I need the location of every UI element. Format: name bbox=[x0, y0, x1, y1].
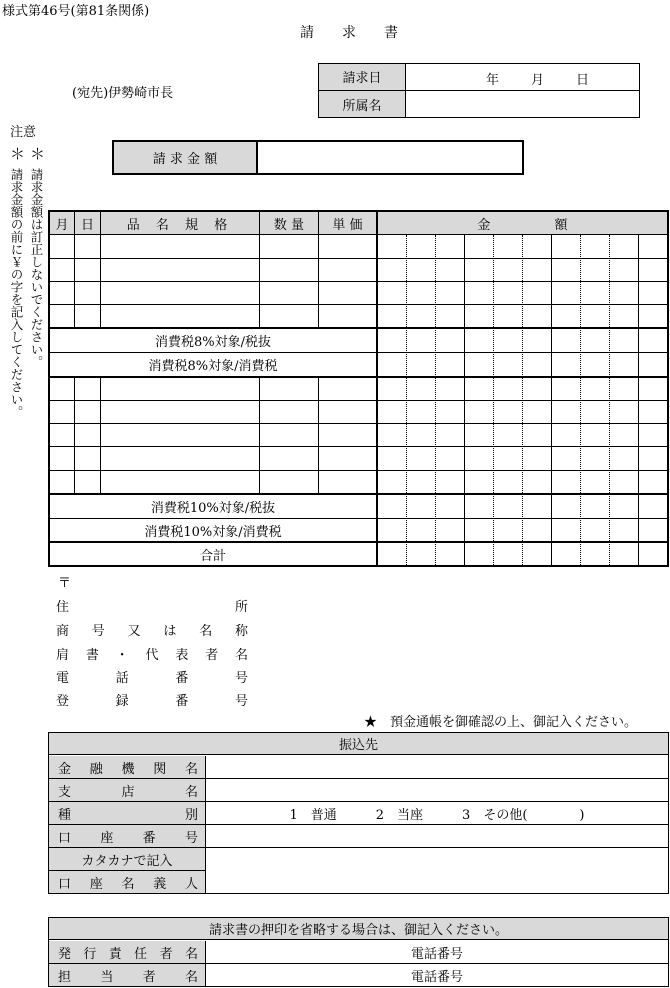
addressee: (宛先)伊勢崎市長 bbox=[72, 86, 174, 101]
form-number: 様式第46号(第81条関係) bbox=[2, 4, 150, 19]
col-quantity: 数 量 bbox=[273, 217, 305, 233]
date-day: 日 bbox=[576, 73, 590, 88]
contact-person-label: 担 当 者 名 bbox=[58, 969, 198, 985]
col-day: 日 bbox=[80, 217, 94, 233]
registration-number-label: 登 録 番 号 bbox=[56, 693, 248, 709]
phone-label: 電 話 番 号 bbox=[56, 670, 248, 686]
col-amount: 金 額 bbox=[477, 217, 568, 233]
col-month: 月 bbox=[55, 217, 69, 233]
department-label: 所属名 bbox=[342, 98, 382, 114]
request-date-field[interactable] bbox=[420, 66, 480, 88]
date-month: 月 bbox=[531, 73, 545, 88]
bank-heading: 振込先 bbox=[49, 733, 668, 755]
page-title: 請 求 書 bbox=[300, 25, 398, 41]
representative-label: 肩 書 ・ 代 表 者 名 bbox=[56, 647, 248, 663]
note-2: 請求金額の前に￥の字を記入してください。 bbox=[9, 168, 24, 418]
note-star-1: ＊ bbox=[10, 145, 26, 163]
account-type-options[interactable]: 1 普通 2 当座 3 その他( ) bbox=[289, 807, 585, 823]
contact-phone-label: 電話番号 bbox=[410, 969, 463, 985]
seal-omission-heading: 請求書の押印を省略する場合は、御記入ください。 bbox=[49, 918, 668, 940]
katakana-note: カタカナで記入 bbox=[81, 853, 173, 869]
issuer-label: 発 行 責 任 者 名 bbox=[58, 946, 198, 962]
tax10-base-label: 消費税10%対象/税抜 bbox=[150, 501, 276, 516]
date-year: 年 bbox=[486, 73, 500, 88]
tax10-tax-label: 消費税10%対象/消費税 bbox=[144, 524, 282, 540]
tax8-tax-label: 消費税8%対象/消費税 bbox=[148, 359, 278, 374]
total-amount-field[interactable] bbox=[262, 143, 520, 172]
tax8-base-label: 消費税8%対象/税抜 bbox=[154, 335, 271, 350]
col-item-name: 品 名 規 格 bbox=[126, 217, 234, 233]
notes-heading: 注意 bbox=[10, 125, 37, 140]
account-number-label: 口 座 番 号 bbox=[58, 830, 198, 846]
bank-institution-label: 金 融 機 関 名 bbox=[58, 761, 198, 777]
bank-institution-field[interactable] bbox=[208, 758, 666, 776]
bank-notice: ★ 預金通帳を御確認の上、御記入ください。 bbox=[364, 715, 638, 730]
col-unit-price: 単 価 bbox=[332, 217, 363, 233]
account-type-label: 種 別 bbox=[58, 807, 198, 823]
account-holder-field[interactable] bbox=[208, 850, 666, 891]
issuer-phone-label: 電話番号 bbox=[410, 946, 463, 962]
request-date-label: 請求日 bbox=[342, 71, 382, 86]
department-field[interactable] bbox=[420, 92, 630, 114]
postal-mark: 〒 bbox=[58, 576, 72, 591]
note-star-2: ＊ bbox=[30, 145, 46, 163]
account-holder-label: 口 座 名 義 人 bbox=[58, 876, 198, 892]
bank-branch-label: 支 店 名 bbox=[58, 784, 198, 800]
total-amount-label: 請 求 金 額 bbox=[114, 142, 258, 173]
bank-branch-field[interactable] bbox=[208, 781, 666, 799]
trade-name-label: 商 号 又 は 名 称 bbox=[56, 623, 248, 639]
total-label: 合計 bbox=[199, 548, 226, 564]
account-number-field[interactable] bbox=[208, 827, 666, 845]
address-label: 住 所 bbox=[56, 599, 248, 615]
note-1: 請求金額は訂正しないでください。 bbox=[29, 168, 44, 368]
